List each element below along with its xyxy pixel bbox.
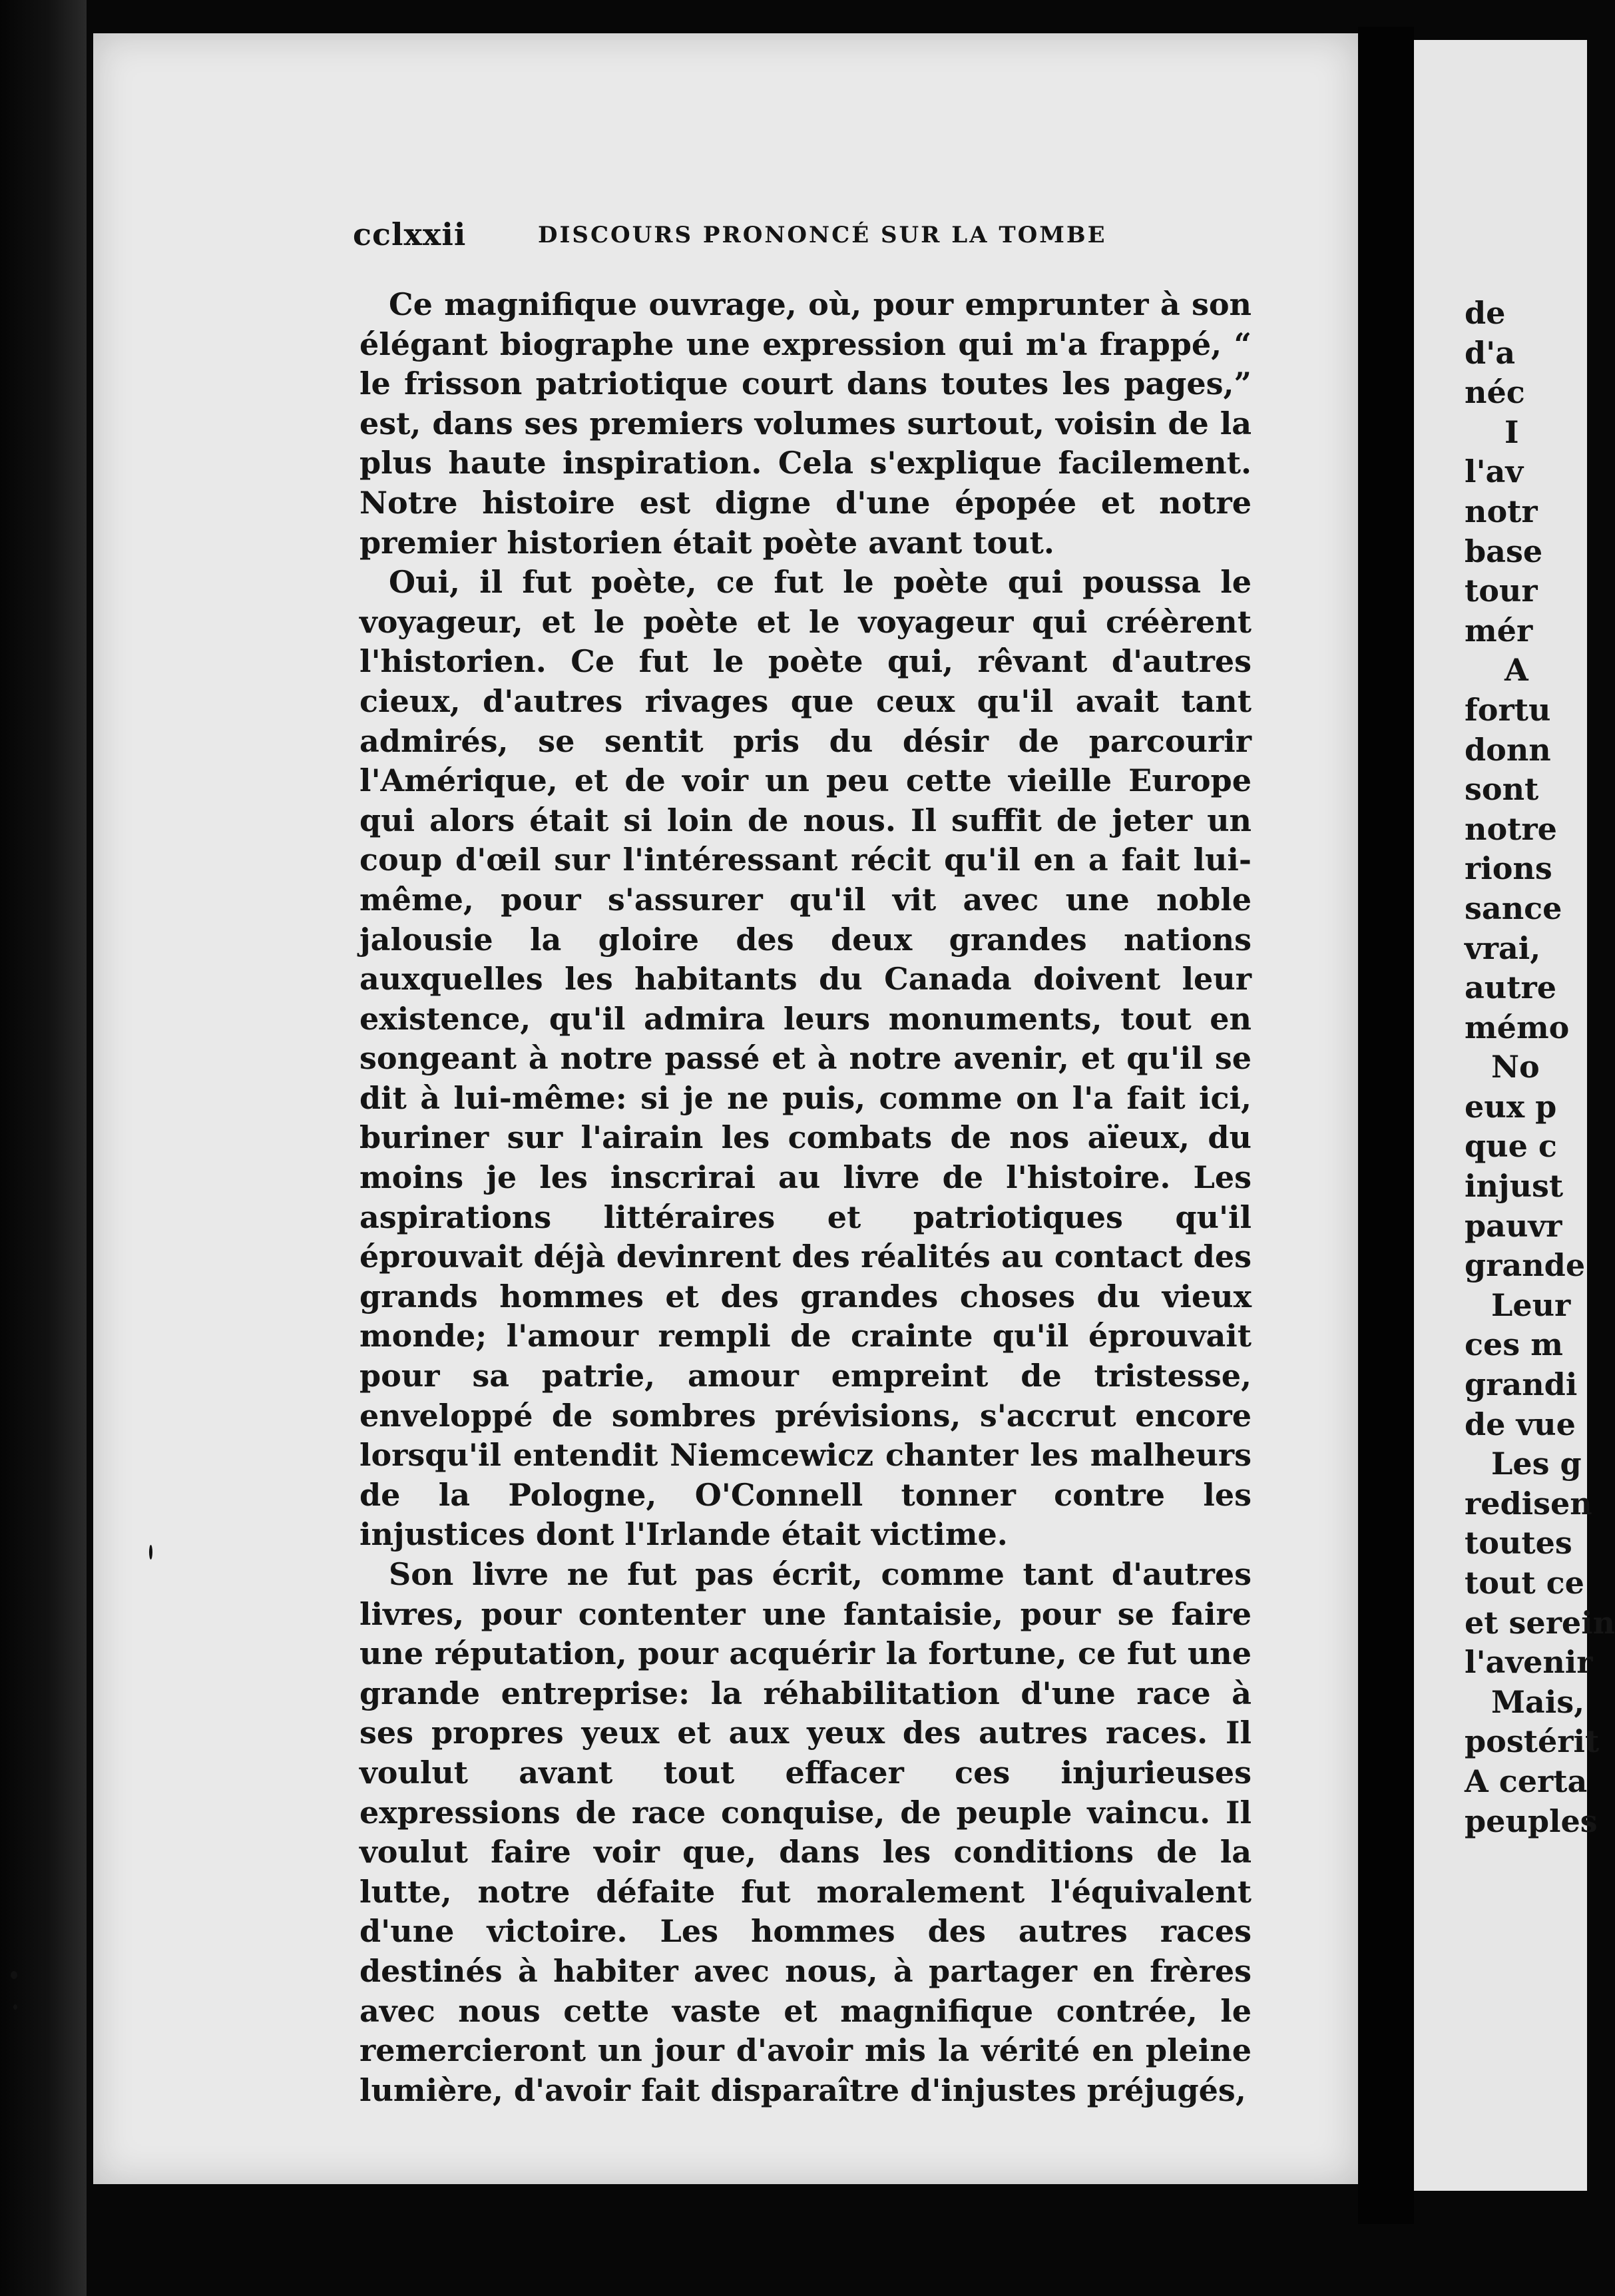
paragraph-2: Oui, il fut poète, ce fut le poète qui poussa le voyageur, et le poète et le voyageur qui créèrent l'historien. Ce fut le poète qui, rêvant d'autres cieux, d'autres rivages que ceux qu'il avait tant admirés, se sentit pris du désir de parcourir l'Amérique, et de voir un peu cette vieille Europe qui alors était si loin de nous. Il suffit de jeter un coup d'œil sur l'intéressant récit qu'il en a fait lui-même, pour s'assurer qu'il vit avec une noble jalousie la gloire des deux grandes nations auxquelles les habitants du Canada doivent leur existence, qu'il admira leurs monuments, tout en songeant à notre passé et à notre avenir, et qu'il se dit à lui-même: si je ne puis, comme on l'a fait ici, buriner sur l'airain les combats de nos aïeux, du moins je les inscrirai au livre de l'histoire. Les aspirations littéraires et patriotiques qu'il éprouvait déjà devinrent des réalités au contact des grands hommes et des grandes choses du vieux monde; l'amour rempli de crainte qu'il éprouvait pour sa patrie, amour empreint de tristesse, enveloppé de sombres prévisions, s'accrut encore lorsqu'il entendit Niemcewicz chanter les malheurs de la Pologne, O'Connell tonner contre les injustices dont l'Irlande était victime. bbox=[359, 564, 1252, 1553]
right-page-line: rions bbox=[1465, 850, 1552, 887]
right-page-line: injust bbox=[1465, 1168, 1564, 1205]
body-text bbox=[359, 285, 1252, 2110]
right-page-line: l'avenir bbox=[1465, 1644, 1593, 1681]
right-page-line: pauvr bbox=[1465, 1207, 1562, 1244]
right-page-line: donn bbox=[1465, 731, 1551, 768]
scan-left-margin bbox=[0, 0, 87, 2296]
running-title: DISCOURS PRONONCÉ SUR LA TOMBE bbox=[538, 222, 1107, 248]
right-page-line: I bbox=[1504, 414, 1519, 450]
right-page-line: que c bbox=[1465, 1128, 1557, 1165]
right-page-line: tour bbox=[1465, 573, 1538, 609]
right-page-line: A bbox=[1504, 652, 1528, 689]
right-page-line: Mais, bbox=[1491, 1683, 1585, 1720]
right-page-line: mémo bbox=[1465, 1009, 1570, 1045]
scan-speck bbox=[149, 1545, 152, 1560]
right-page-line: eux p bbox=[1465, 1088, 1557, 1125]
right-page-line: mér bbox=[1465, 612, 1533, 649]
right-page-line: notre bbox=[1465, 810, 1557, 847]
right-page-line: et serein bbox=[1465, 1604, 1615, 1641]
scan-speck bbox=[13, 2004, 17, 2010]
right-page-line: néc bbox=[1465, 374, 1525, 411]
right-page-line: l'av bbox=[1465, 453, 1524, 490]
right-page-line: postérit bbox=[1465, 1723, 1600, 1760]
right-page-line: de bbox=[1465, 295, 1506, 331]
right-page-line: peuples bbox=[1465, 1803, 1598, 1839]
right-page-line: d'a bbox=[1465, 334, 1516, 371]
scan-speck bbox=[11, 1971, 17, 1979]
page-number: cclxxii bbox=[353, 216, 467, 252]
right-page-line: vrai, bbox=[1465, 930, 1541, 966]
right-page-line: No bbox=[1491, 1049, 1540, 1085]
right-page-line: fortu bbox=[1465, 691, 1551, 728]
right-page-line: notr bbox=[1465, 493, 1538, 529]
right-page-line: tout ce bbox=[1465, 1565, 1584, 1601]
right-page-line: grande bbox=[1465, 1247, 1586, 1284]
paragraph-3: Son livre ne fut pas écrit, comme tant d'autres livres, pour contenter une fantaisie, pour se faire une réputation, pour acquérir la fortune, ce fut une grande entreprise: la réhabilitation d'une race à ses propres yeux et aux yeux des autres races. Il voulut avant tout effacer ces injurieuses expressions de race conquise, de peuple vaincu. Il voulut faire voir que, dans les conditions de la lutte, notre défaite fut moralement l'équivalent d'une victoire. Les hommes des autres races destinés à habiter avec nous, à partager en frères avec nous cette vaste et magnifique contrée, le remercieront un jour d'avoir mis la vérité en pleine lumière, d'avoir fait disparaître d'injustes préjugés, bbox=[359, 1556, 1252, 2108]
right-page-line: ces m bbox=[1465, 1326, 1563, 1363]
right-page-line: Leur bbox=[1491, 1287, 1571, 1323]
right-page-line: autre bbox=[1465, 970, 1556, 1006]
right-page-line: Les g bbox=[1491, 1446, 1582, 1482]
right-page-line: de vue bbox=[1465, 1406, 1576, 1442]
book-gutter bbox=[1358, 27, 1414, 2224]
right-page-text-fragments bbox=[1465, 294, 1615, 1841]
right-page-line: sont bbox=[1465, 771, 1539, 808]
right-page-line: redisen bbox=[1465, 1485, 1592, 1522]
right-page-line: base bbox=[1465, 533, 1543, 569]
right-page-line: A certa bbox=[1465, 1763, 1588, 1799]
page-header bbox=[353, 216, 1258, 256]
right-page-line: toutes bbox=[1465, 1525, 1572, 1562]
right-page-line: sance bbox=[1465, 890, 1562, 926]
right-page-line: grandi bbox=[1465, 1366, 1578, 1403]
paragraph-1: Ce magnifique ouvrage, où, pour emprunter à son élégant biographe une expression qui m'a frappé, “ le frisson patriotique court dans toutes les pages,” est, dans ses premiers volumes surtout, voisin de la plus haute inspiration. Cela s'explique facilement. Notre histoire est digne d'une épopée et notre premier historien était poète avant tout. bbox=[359, 286, 1252, 561]
